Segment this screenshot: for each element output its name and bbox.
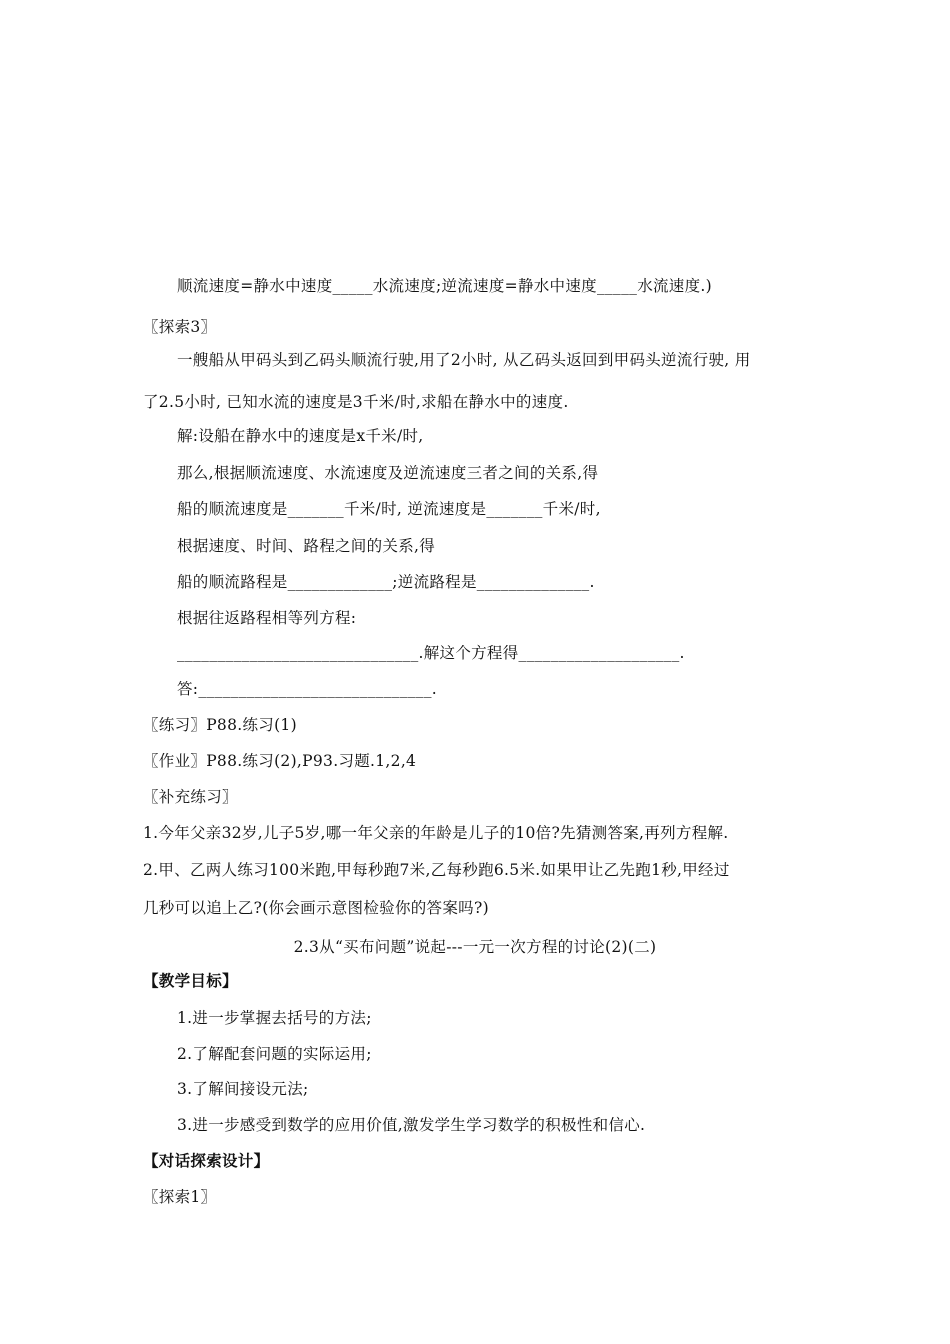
- line-stream-relations: 顺流速度=静水中速度_____水流速度;逆流速度=静水中速度_____水流速度.): [177, 277, 712, 295]
- heading-explore-3: 〖探索3〗: [143, 318, 217, 336]
- solution-speeds: 船的顺流速度是_______千米/时, 逆流速度是_______千米/时,: [177, 500, 601, 518]
- heading-teaching-goals: 【教学目标】: [143, 971, 238, 990]
- exercise-1: 1.今年父亲32岁,儿子5岁,哪一年父亲的年龄是儿子的10倍?先猜测答案,再列方程解.: [143, 824, 729, 842]
- solution-answer: 答:_____________________________.: [177, 680, 437, 698]
- problem-line-2: 了2.5小时, 已知水流的速度是3千米/时,求船在静水中的速度.: [143, 393, 569, 411]
- section-title: 2.3从“买布问题”说起---一元一次方程的讨论(2)(二): [293, 938, 657, 956]
- heading-dialogue-design: 【对话探索设计】: [143, 1151, 270, 1170]
- solution-distances: 船的顺流路程是_____________;逆流路程是______________.: [177, 573, 595, 591]
- goal-1: 1.进一步掌握去括号的方法;: [177, 1009, 372, 1027]
- goal-4: 3.进一步感受到数学的应用价值,激发学生学习数学的积极性和信心.: [177, 1116, 646, 1134]
- goal-3: 3.了解间接设元法;: [177, 1080, 309, 1098]
- solution-let: 解:设船在静水中的速度是x千米/时,: [177, 427, 424, 445]
- exercise-2-line-2: 几秒可以追上乙?(你会画示意图检验你的答案吗?): [143, 899, 489, 917]
- heading-explore-1: 〖探索1〗: [143, 1188, 217, 1206]
- solution-relation: 那么,根据顺流速度、水流速度及逆流速度三者之间的关系,得: [177, 464, 599, 482]
- practice-line: 〖练习〗P88.练习(1): [143, 716, 297, 734]
- problem-line-1: 一艘船从甲码头到乙码头顺流行驶,用了2小时, 从乙码头返回到甲码头逆流行驶, 用: [177, 351, 751, 369]
- solution-relation-2: 根据速度、时间、路程之间的关系,得: [177, 537, 436, 555]
- exercise-2-line-1: 2.甲、乙两人练习100米跑,甲每秒跑7米,乙每秒跑6.5米.如果甲让乙先跑1秒,甲经过: [143, 861, 730, 879]
- homework-line: 〖作业〗P88.练习(2),P93.习题.1,2,4: [143, 752, 417, 770]
- solution-equation-intro: 根据往返路程相等列方程:: [177, 609, 357, 627]
- solution-equation-blank: ______________________________.解这个方程得____________________.: [177, 644, 685, 662]
- heading-supplementary: 〖补充练习〗: [143, 788, 238, 806]
- goal-2: 2.了解配套问题的实际运用;: [177, 1045, 372, 1063]
